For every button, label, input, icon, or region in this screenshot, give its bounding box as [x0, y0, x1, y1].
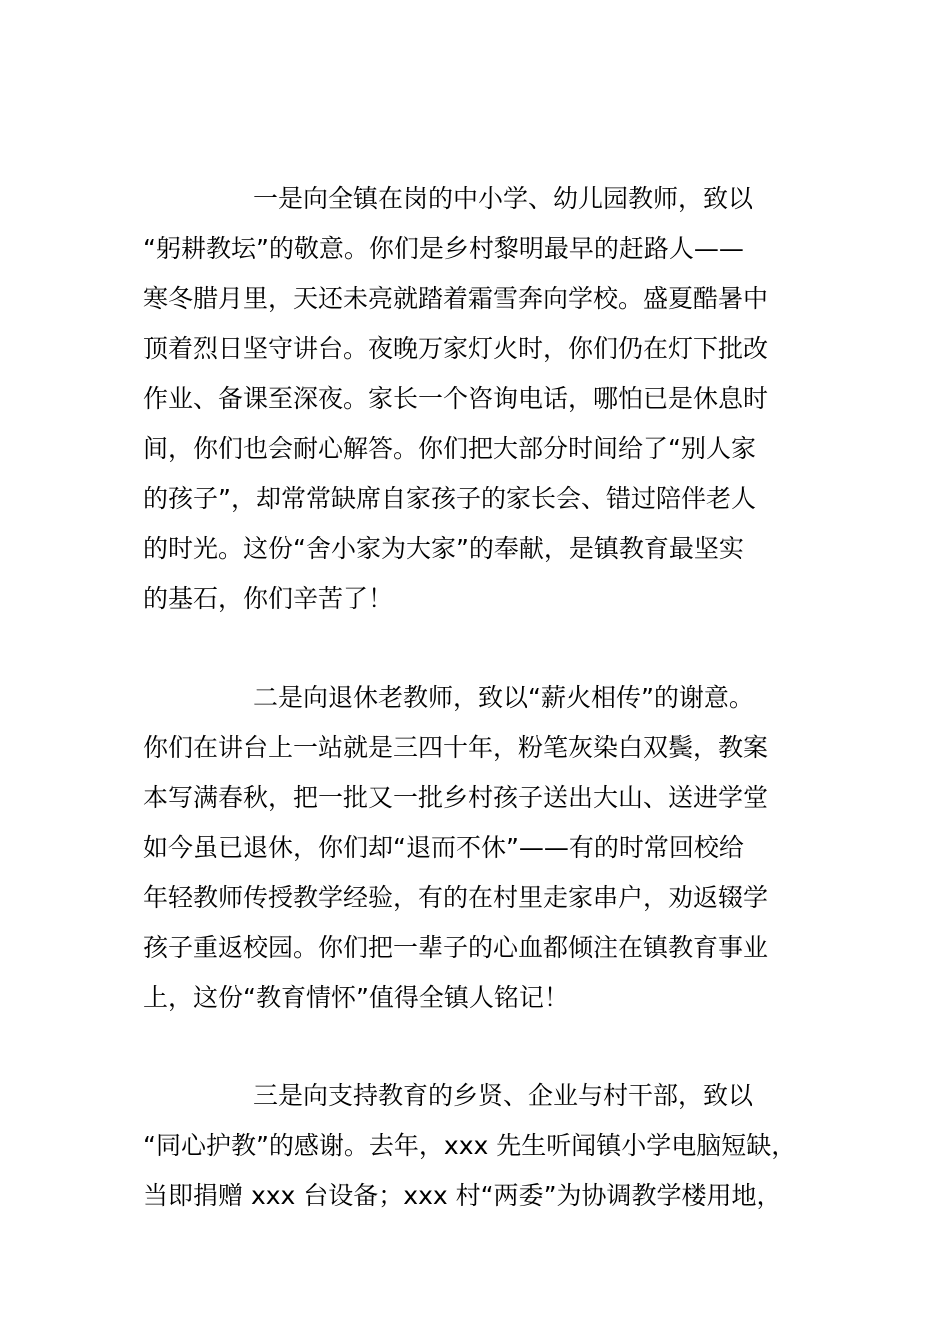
paragraph-supporters — [143, 1071, 823, 1221]
paragraph-line: 二是向退休老教师，致以“薪火相传”的谢意。 — [253, 683, 754, 712]
paragraph-line: 一是向全镇在岗的中小学、幼儿园教师，致以 — [253, 184, 754, 213]
paragraph-retired-teachers — [143, 673, 823, 1023]
paragraph-line: 本写满春秋，把一批又一批乡村孩子送出大山、送进学堂 — [143, 783, 769, 812]
paragraph-line: 如今虽已退休，你们却“退而不休”——有的时常回校给 — [143, 833, 744, 862]
paragraph-teachers — [143, 174, 823, 624]
paragraph-line: 顶着烈日坚守讲台。夜晚万家灯火时，你们仍在灯下批改 — [143, 334, 769, 363]
paragraph-line: 的孩子”，却常常缺席自家孩子的家长会、错过陪伴老人 — [143, 484, 756, 513]
paragraph-line: “躬耕教坛”的敬意。你们是乡村黎明最早的赶路人—— — [143, 234, 744, 263]
paragraph-line: 孩子重返校园。你们把一辈子的心血都倾注在镇教育事业 — [143, 933, 769, 962]
paragraph-line: 作业、备课至深夜。家长一个咨询电话，哪怕已是休息时 — [143, 384, 769, 413]
paragraph-line: 你们在讲台上一站就是三四十年，粉笔灰染白双鬓，教案 — [143, 733, 769, 762]
paragraph-line: “同心护教”的感谢。去年，xxx 先生听闻镇小学电脑短缺， — [143, 1131, 797, 1160]
paragraph-line: 当即捐赠 xxx 台设备；xxx 村“两委”为协调教学楼用地， — [143, 1181, 782, 1210]
paragraph-line: 的基石，你们辛苦了！ — [143, 584, 394, 613]
paragraph-line: 的时光。这份“舍小家为大家”的奉献，是镇教育最坚实 — [143, 534, 744, 563]
paragraph-line: 三是向支持教育的乡贤、企业与村干部，致以 — [253, 1081, 754, 1110]
paragraph-line: 上，这份“教育情怀”值得全镇人铭记！ — [143, 983, 569, 1012]
paragraph-line: 年轻教师传授教学经验，有的在村里走家串户，劝返辍学 — [143, 883, 769, 912]
paragraph-line: 寒冬腊月里，天还未亮就踏着霜雪奔向学校。盛夏酷暑中 — [143, 284, 769, 313]
paragraph-line: 间，你们也会耐心解答。你们把大部分时间给了“别人家 — [143, 434, 756, 463]
